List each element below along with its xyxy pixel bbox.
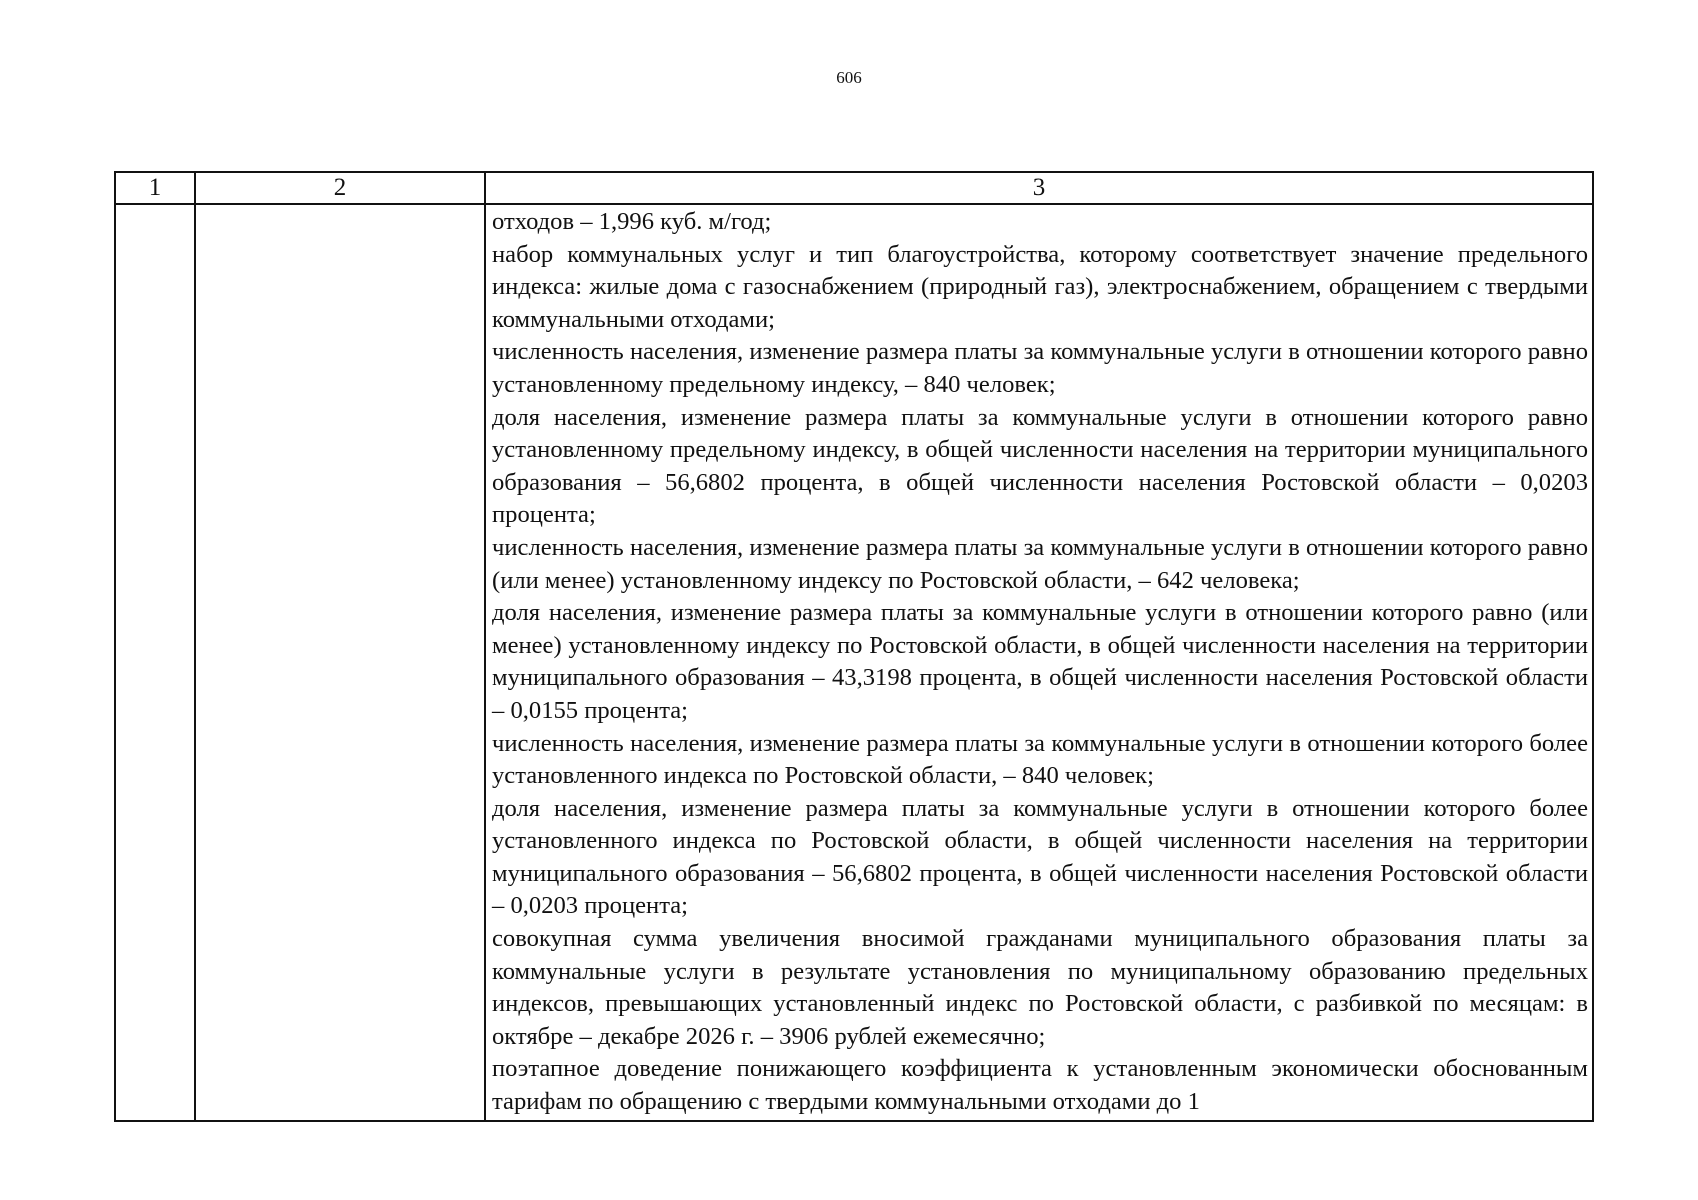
table-row — [115, 204, 1593, 1121]
paragraph: численность населения, изменение размера платы за коммунальные услуги в отношении которого равно (или менее) установленному индексу по Ростовской области, – 642 человека; — [492, 533, 1588, 594]
document-table — [114, 171, 1594, 1122]
cell-column-1 — [115, 204, 195, 1121]
column-header-1: 1 — [115, 172, 195, 204]
column-header-2: 2 — [195, 172, 485, 204]
column-header-3: 3 — [485, 172, 1593, 204]
page-number: 606 — [836, 68, 862, 87]
paragraph: отходов – 1,996 куб. м/год; — [492, 208, 772, 235]
cell-column-3 — [485, 204, 1593, 1121]
paragraph: доля населения, изменение размера платы за коммунальные услуги в отношении которого равно (или менее) установленному индексу по Ростовской области, в общей численности населения на территории муниципального образования – 43,3198 процента, в общей численности населения Ростовской области – 0,0155 процента; — [492, 599, 1588, 724]
paragraph: доля населения, изменение размера платы за коммунальные услуги в отношении которого равно установленному предельному индексу, в общей численности населения на территории муниципального образования – 56,6802 процента, в общей численности населения Ростовской области – 0,0203 процента; — [492, 403, 1588, 529]
paragraph: набор коммунальных услуг и тип благоустройства, которому соответствует значение предельного индекса: жилые дома с газоснабжением (природный газ), электроснабжением, обращением с твердыми коммунальными отходами; — [492, 240, 1588, 333]
paragraph: численность населения, изменение размера платы за коммунальные услуги в отношении которого равно установленному предельному индексу, – 840 человек; — [492, 338, 1588, 398]
cell-column-2 — [195, 204, 485, 1121]
paragraph: совокупная сумма увеличения вносимой гражданами муниципального образования платы за коммунальные услуги в результате установления по муниципальному образованию предельных индексов, превышающих установленный индекс по Ростовской области, с разбивкой по месяцам: в октябре – декабре 2026 г. – 3906 рублей ежемесячно; — [492, 925, 1588, 1050]
paragraph: численность населения, изменение размера платы за коммунальные услуги в отношении которого более установленного индекса по Ростовской области, – 840 человек; — [492, 729, 1588, 790]
paragraph: доля населения, изменение размера платы за коммунальные услуги в отношении которого более установленного индекса по Ростовской области, в общей численности населения на территории муниципального образования – 56,6802 процента, в общей численности населения Ростовской области – 0,0203 процента; — [492, 794, 1588, 920]
paragraph: поэтапное доведение понижающего коэффициента к установленным экономически обоснованным тарифам по обращению с твердыми коммунальными отходами до 1 — [492, 1055, 1588, 1116]
table-header-row — [115, 172, 1593, 204]
